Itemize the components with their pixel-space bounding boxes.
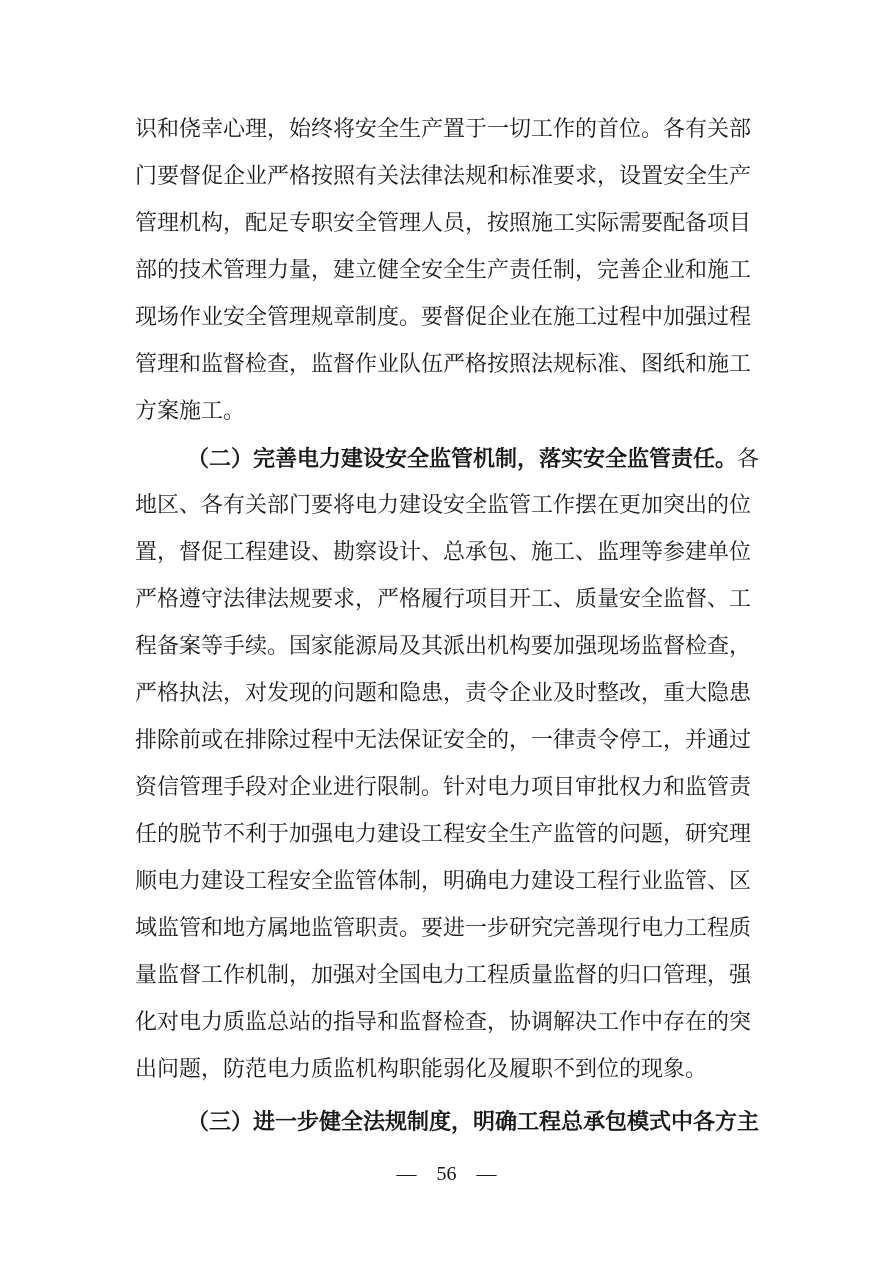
paragraph-line: 管理机构，配足专职安全管理人员，按照施工实际需要配备项目 bbox=[135, 211, 752, 236]
paragraph-line: 排除前或在排除过程中无法保证安全的，一律责令停工，并通过 bbox=[135, 728, 752, 753]
paragraph-line: 任的脱节不利于加强电力建设工程安全生产监管的问题，研究理 bbox=[135, 822, 752, 847]
paragraph-line: 严格遵守法律法规要求，严格履行项目开工、质量安全监督、工 bbox=[135, 587, 752, 612]
paragraph-line: 置，督促工程建设、勘察设计、总承包、施工、监理等参建单位 bbox=[135, 540, 752, 565]
paragraph-line: 资信管理手段对企业进行限制。针对电力项目审批权力和监管责 bbox=[135, 775, 752, 800]
paragraph-line: 部的技术管理力量，建立健全安全生产责任制，完善企业和施工 bbox=[135, 258, 752, 283]
paragraph-line: 方案施工。 bbox=[135, 399, 246, 424]
paragraph-line: 化对电力质监总站的指导和监督检查，协调解决工作中存在的突 bbox=[135, 1010, 752, 1035]
paragraph-line: 识和侥幸心理，始终将安全生产置于一切工作的首位。各有关部 bbox=[135, 117, 752, 142]
paragraph-line: 门要督促企业严格按照有关法律法规和标准要求，设置安全生产 bbox=[135, 164, 752, 189]
section-heading-line bbox=[187, 1102, 760, 1142]
paragraph-line: 程备案等手续。国家能源局及其派出机构要加强现场监督检查， bbox=[135, 634, 752, 659]
section-two-heading: （二）完善电力建设安全监管机制，落实安全监管责任。 bbox=[187, 446, 738, 472]
paragraph-line: 现场作业安全管理规章制度。要督促企业在施工过程中加强过程 bbox=[135, 305, 752, 330]
paragraph-line: 严格执法，对发现的问题和隐患，责令企业及时整改，重大隐患 bbox=[135, 681, 752, 706]
paragraph-line: 出问题，防范电力质监机构职能弱化及履职不到位的现象。 bbox=[135, 1057, 708, 1082]
paragraph-line: 管理和监督检查，监督作业队伍严格按照法规标准、图纸和施工 bbox=[135, 352, 752, 377]
page-number: — 56 — bbox=[396, 1163, 497, 1185]
section-three-heading: （三）进一步健全法规制度，明确工程总承包模式中各方主 bbox=[187, 1109, 760, 1135]
paragraph-line: 量监督工作机制，加强对全国电力工程质量监督的归口管理，强 bbox=[135, 963, 752, 988]
section-heading-line bbox=[187, 439, 760, 479]
paragraph-text: 各 bbox=[737, 447, 760, 472]
paragraph-line: 域监管和地方属地监管职责。要进一步研究完善现行电力工程质 bbox=[135, 916, 752, 941]
paragraph-line: 地区、各有关部门要将电力建设安全监管工作摆在更加突出的位 bbox=[135, 493, 752, 518]
paragraph-line: 顺电力建设工程安全监管体制，明确电力建设工程行业监管、区 bbox=[135, 869, 752, 894]
